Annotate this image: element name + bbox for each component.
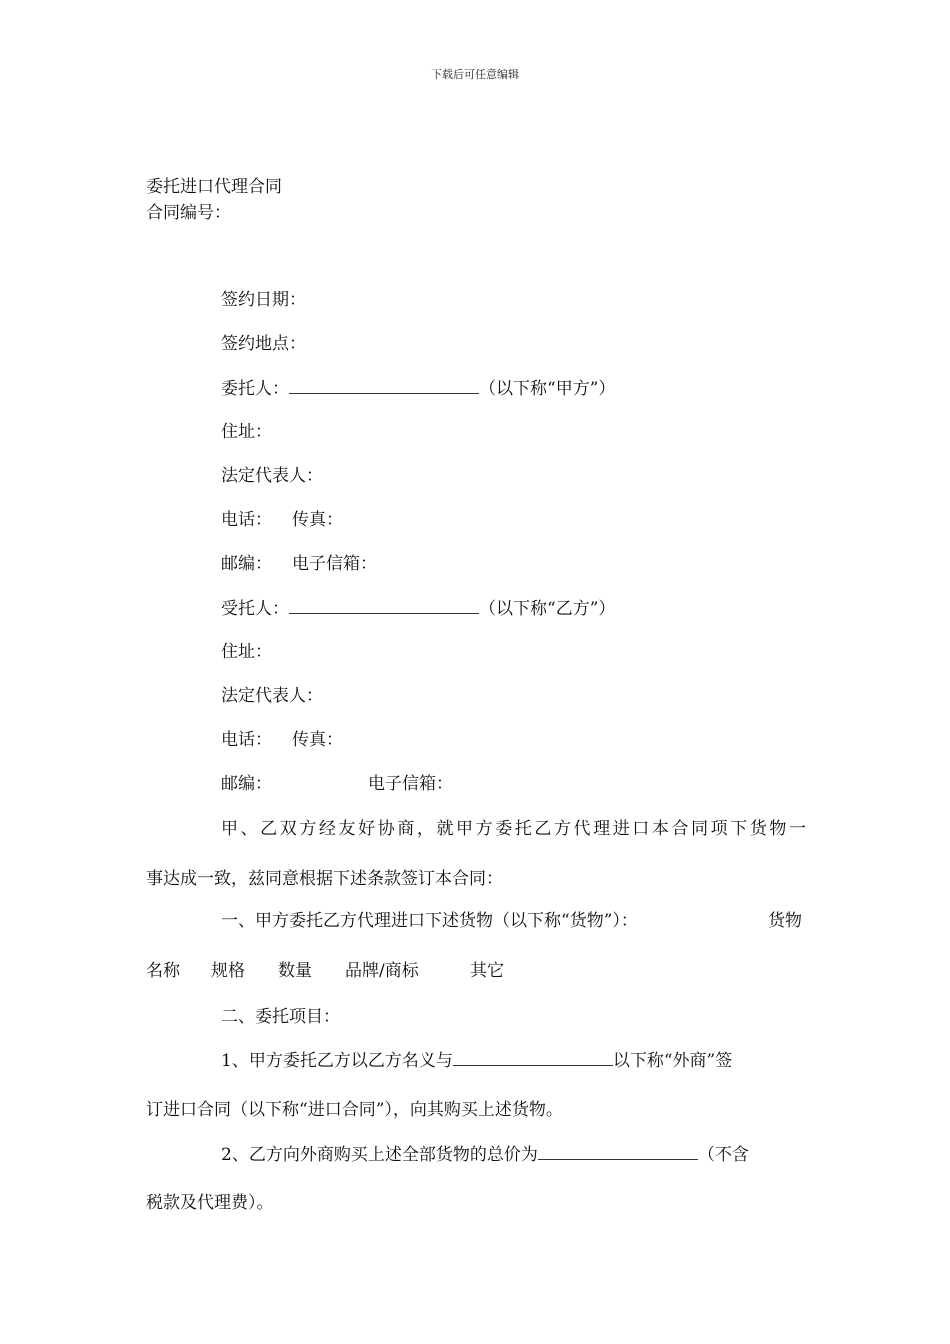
party-a-suffix: （以下称“甲方”） [479, 379, 616, 399]
party-b-fax-label: 传真： [292, 730, 343, 750]
document-title: 委托进口代理合同 [146, 177, 282, 197]
goods-columns [146, 960, 504, 982]
party-a-label: 委托人： [221, 379, 289, 399]
title-block [146, 174, 282, 226]
item-2-blank [538, 1143, 698, 1160]
section-2-title: 二、委托项目： [221, 1007, 340, 1027]
item-1-line-1 [221, 1049, 732, 1072]
party-b-email-label: 电子信箱： [368, 774, 453, 794]
item-2-part-1: 2、乙方向外商购买上述全部货物的总价为 [221, 1145, 538, 1165]
goods-col-spec: 规格 [211, 961, 245, 981]
party-b-line [221, 597, 615, 620]
party-a-name-blank [289, 377, 479, 394]
party-a-email-label: 电子信箱： [292, 554, 377, 574]
item-1-line-2: 订进口合同（以下称“进口合同”），向其购买上述货物。 [146, 1100, 563, 1120]
item-2-line-2: 税款及代理费）。 [146, 1193, 274, 1213]
section-1-goods-label: 货物 [768, 911, 802, 931]
party-b-address: 住址： [221, 642, 272, 662]
party-a-legal-rep: 法定代表人： [221, 466, 323, 486]
intro-line-2: 事达成一致，兹同意根据下述条款签订本合同： [146, 869, 503, 889]
party-a-fax-label: 传真： [292, 510, 343, 530]
goods-col-qty: 数量 [278, 961, 312, 981]
goods-col-other: 其它 [470, 961, 504, 981]
party-b-label: 受托人： [221, 599, 289, 619]
contract-number-label: 合同编号： [146, 203, 231, 223]
goods-col-brand: 品牌/商标 [345, 961, 419, 981]
item-1-part-1: 1、甲方委托乙方以乙方名义与 [221, 1051, 453, 1071]
party-b-postcode-email [221, 773, 453, 795]
item-2-part-2: （不含 [697, 1145, 749, 1165]
intro-line-1: 甲、乙双方经友好协商，就甲方委托乙方代理进口本合同项下货物一 [221, 819, 806, 839]
party-b-legal-rep: 法定代表人： [221, 686, 323, 706]
party-a-postcode-email [221, 553, 377, 575]
party-b-suffix: （以下称“乙方”） [479, 599, 616, 619]
party-a-phone-label: 电话： [221, 510, 272, 530]
party-a-postcode-label: 邮编： [221, 554, 272, 574]
party-a-line [221, 377, 615, 400]
party-b-phone-fax [221, 729, 343, 751]
item-1-blank [453, 1049, 613, 1066]
party-b-postcode-label: 邮编： [221, 774, 272, 794]
item-2-line-1 [221, 1143, 749, 1166]
party-b-phone-label: 电话： [221, 730, 272, 750]
item-1-part-2: 以下称“外商”签 [612, 1051, 733, 1071]
party-b-name-blank [289, 597, 479, 614]
header-note: 下载后可任意编辑 [431, 68, 519, 81]
party-a-phone-fax [221, 509, 343, 531]
section-1-text: 一、甲方委托乙方代理进口下述货物（以下称“货物”）： [221, 911, 638, 931]
sign-place-line: 签约地点： [221, 334, 306, 354]
goods-col-name: 名称 [146, 961, 180, 981]
sign-date-line: 签约日期： [221, 290, 306, 310]
party-a-address: 住址： [221, 422, 272, 442]
